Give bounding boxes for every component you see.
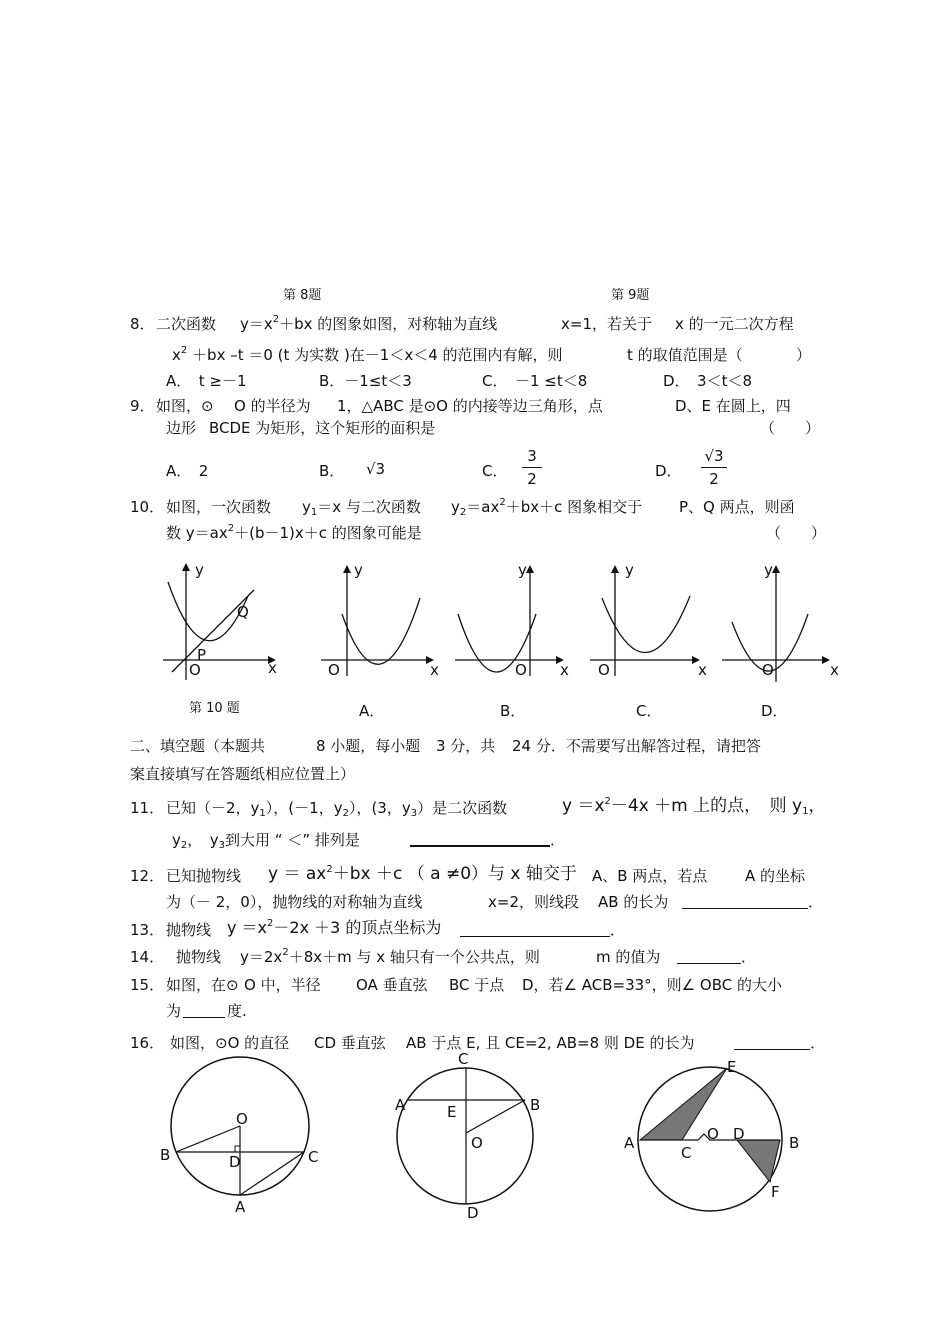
svg-text:O: O: [328, 661, 340, 679]
q10-text: 如图，一次函数: [166, 498, 272, 516]
fig10-option-d-label: D．: [761, 702, 788, 720]
q16-answer-blank[interactable]: ．: [734, 1033, 825, 1053]
caption-fig9: 第 9题: [611, 288, 650, 303]
q16-number: 16．: [130, 1034, 165, 1052]
fig10-option-a-graph: [318, 560, 443, 685]
fig10-label: y: [195, 561, 204, 579]
fig10-label: P: [197, 646, 207, 664]
q9-option-c-fraction: 3 2: [522, 447, 542, 488]
fig10-option-b-graph: [452, 560, 577, 685]
q12-answer-blank[interactable]: ．: [682, 892, 823, 912]
q16-text: AB 于点 E, 且 CE=2, AB=8 则 DE 的长为: [406, 1034, 695, 1052]
fig10-label: O: [189, 661, 201, 679]
q15-number: 15．: [130, 976, 165, 994]
svg-text:D: D: [467, 1204, 479, 1222]
q8-equation: $y=x^2+bx$ 的图象如图，对称轴为直线: [240, 314, 498, 333]
q12-text: A、B 两点，若点: [592, 867, 708, 885]
answer-paren: （ ）: [766, 524, 827, 542]
answer-paren-close: ）: [796, 346, 812, 364]
q14-equation: $y=2x^2+8x+m$ 与 x 轴只有一个公共点，则: [240, 947, 540, 966]
svg-text:D: D: [229, 1153, 241, 1171]
q15-text: 如图，在⊙: [166, 976, 239, 994]
q9-option-d: D．: [655, 462, 682, 480]
q13-answer-blank[interactable]: ．: [460, 920, 625, 940]
q12-text: x=2，则线段: [488, 893, 579, 911]
fig10-option-d-graph: [718, 560, 843, 685]
svg-text:x: x: [430, 661, 439, 679]
q8-option-d: D． 3＜t＜8: [663, 372, 753, 390]
q15-text: BC 于点: [449, 976, 505, 994]
q8-option-b: B．－1≤t＜3: [319, 372, 412, 390]
q16-text: 如图，⊙O 的直径: [170, 1034, 290, 1052]
q9-text: 如图，⊙: [156, 397, 214, 415]
svg-text:O: O: [707, 1125, 719, 1143]
svg-text:E: E: [727, 1058, 737, 1076]
svg-text:B: B: [160, 1146, 171, 1164]
q14-text: 抛物线: [176, 948, 222, 966]
fig10-option-b-label: B．: [500, 702, 526, 720]
q10-text: $y_2=ax^2+bx+c$ 图象相交于: [451, 497, 643, 518]
fig10-option-c-graph: [585, 560, 710, 685]
fig10-option-a-label: A．: [359, 702, 385, 720]
svg-text:O: O: [598, 661, 610, 679]
svg-text:y: y: [764, 561, 773, 579]
section-2-text: 3 分，共: [436, 737, 496, 755]
q13-equation: $y =x^2-2x +3$ 的顶点坐标为: [227, 918, 442, 937]
svg-text:x: x: [698, 661, 707, 679]
q15-text: O 中，半径: [244, 976, 321, 994]
fig10-graph: [160, 560, 290, 685]
q10-text: P、Q 两点，则函: [679, 498, 795, 516]
svg-text:F: F: [771, 1183, 780, 1201]
q9-number: 9．: [130, 397, 155, 415]
q10-text: $y_1=x$ 与二次函数: [302, 498, 421, 518]
q11-answer-blank[interactable]: ．: [410, 830, 565, 850]
q15-text: 为 度.: [166, 1002, 247, 1020]
q16-text: CD 垂直弦: [314, 1034, 386, 1052]
q9-option-b-value: √3: [366, 460, 386, 478]
svg-text:O: O: [762, 661, 774, 679]
svg-text:D: D: [733, 1125, 745, 1143]
q8-text: t 的取值范围是（: [627, 346, 743, 364]
svg-text:O: O: [471, 1134, 483, 1152]
q13-number: 13．: [130, 921, 165, 939]
svg-text:C: C: [458, 1050, 469, 1068]
q14-number: 14．: [130, 948, 165, 966]
svg-text:O: O: [515, 661, 527, 679]
q10-number: 10．: [130, 498, 165, 516]
svg-text:y: y: [625, 561, 634, 579]
q9-option-a: A． 2: [166, 462, 209, 480]
q12-equation: $y = ax^2+bx +c$ （ a ≠0）与 x 轴交于: [268, 864, 577, 884]
q8-text: x 的一元二次方程: [675, 315, 794, 333]
svg-text:B: B: [530, 1096, 541, 1114]
section-2-text: 8 小题，每小题: [316, 737, 421, 755]
q11-equation: $y =x^2-4x +m$ 上的点， 则 $y_1$，: [562, 796, 826, 817]
q12-text: 为（－ 2，0），抛物线的对称轴为直线: [166, 893, 423, 911]
fig15-circle-diagram: [150, 1060, 330, 1220]
answer-paren: （ ）: [760, 419, 821, 437]
q9-text: 1，△ABC 是⊙O 的内接等边三角形，点: [337, 397, 603, 415]
q8-text: x=1，若关于: [561, 315, 652, 333]
q11-text: $y_2$， $y_3$到大用 “ ＜” 排列是: [172, 831, 360, 851]
caption-fig10: 第 10 题: [189, 701, 240, 716]
svg-text:C: C: [308, 1148, 319, 1166]
q14-text: m 的值为: [596, 948, 661, 966]
q14-answer-blank[interactable]: ．: [677, 947, 756, 967]
fig10-option-c-label: C．: [636, 702, 662, 720]
q12-text: AB 的长为: [598, 893, 669, 911]
q15-text: OA 垂直弦: [356, 976, 428, 994]
circle-shaded-regions-diagram: [620, 1060, 805, 1210]
svg-text:C: C: [681, 1144, 692, 1162]
q9-option-c: C．: [482, 462, 508, 480]
q12-number: 12．: [130, 867, 165, 885]
svg-text:x: x: [830, 661, 839, 679]
q8-equation: $x^2 +bx$ –t ＝0 (t 为实数 )在－1＜x＜4 的范围内有解，则: [172, 345, 563, 364]
svg-text:A: A: [395, 1096, 406, 1114]
svg-text:y: y: [518, 561, 527, 579]
fig10-label: x: [268, 659, 277, 677]
q8-number: 8．: [130, 315, 155, 333]
q9-text: 边形: [166, 419, 197, 437]
q9-text: O 的半径为: [234, 397, 311, 415]
q15-text: D，若∠ ACB=33°，则∠ OBC 的大小: [522, 976, 782, 994]
q12-text: A 的坐标: [745, 867, 806, 885]
section-2-text: 案直接填写在答题纸相应位置上）: [130, 765, 356, 783]
q8-option-c: C． －1 ≤t＜8: [482, 372, 588, 390]
svg-text:O: O: [236, 1110, 248, 1128]
q12-text: 已知抛物线: [166, 867, 242, 885]
q9-option-b: B．: [319, 462, 345, 480]
q8-option-a: A． t ≥－1: [166, 372, 247, 390]
svg-text:A: A: [624, 1134, 635, 1152]
q13-text: 抛物线: [166, 921, 212, 939]
q11-text: 已知（－2，$y_1$），(－1，$y_2$），(3，$y_3$）是二次函数: [166, 799, 508, 819]
svg-text:A: A: [235, 1198, 246, 1216]
caption-fig8: 第 8题: [283, 288, 322, 303]
svg-text:x: x: [560, 661, 569, 679]
q11-number: 11．: [130, 799, 165, 817]
fig16-circle-diagram: [390, 1048, 550, 1220]
q8-text: 二次函数: [156, 315, 217, 333]
section-2-text: 24 分．不需要写出解答过程，请把答: [512, 737, 761, 755]
q10-text: 数 $y=ax^2+(b-1)x+c$ 的图象可能是: [166, 523, 422, 542]
section-2-text: 二、填空题（本题共: [130, 737, 266, 755]
q9-text: D、E 在圆上，四: [675, 397, 791, 415]
svg-text:B: B: [789, 1134, 800, 1152]
q9-text: BCDE 为矩形，这个矩形的面积是: [209, 419, 436, 437]
svg-text:E: E: [447, 1103, 457, 1121]
fig10-label: Q: [237, 603, 249, 621]
svg-text:y: y: [354, 561, 363, 579]
q9-option-d-fraction: √3 2: [701, 447, 727, 488]
